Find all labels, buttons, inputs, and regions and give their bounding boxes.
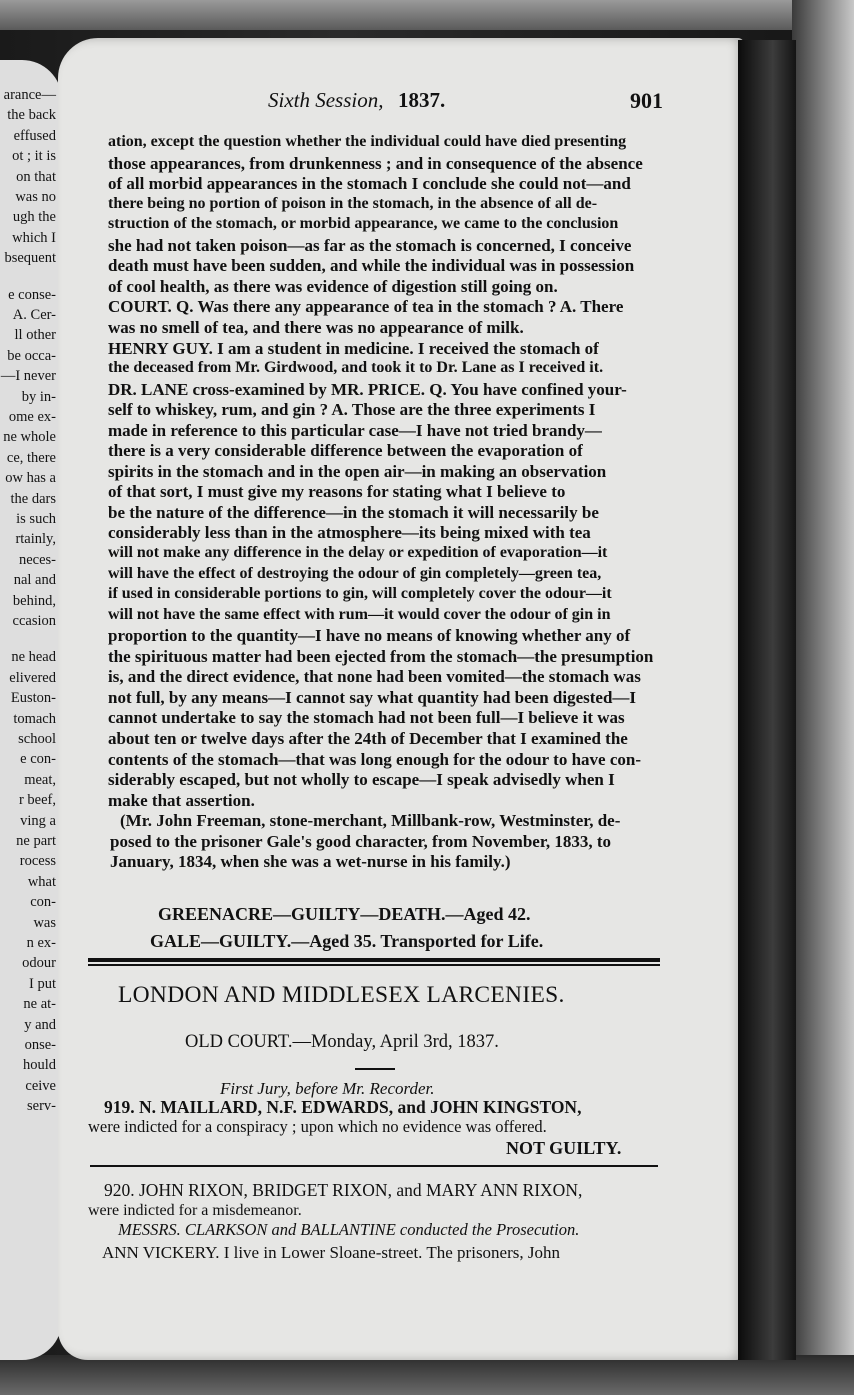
- body-line: cannot undertake to say the stomach had not been full—I believe it was: [108, 708, 625, 728]
- left-page-fragment: e con-: [20, 751, 56, 768]
- left-page-fragment: was: [33, 914, 56, 931]
- body-line: spirits in the stomach and in the open air—in making an observation: [108, 461, 607, 481]
- body-line: posed to the prisoner Gale's good character, from November, 1833, to: [110, 831, 611, 851]
- left-page-fragment: school: [18, 731, 56, 747]
- short-rule: [355, 1068, 395, 1070]
- left-page-fragment: y and: [24, 1016, 56, 1033]
- left-page-fragment: ne whole: [3, 429, 56, 446]
- running-head-year: 1837.: [398, 88, 446, 112]
- page-number: 901: [630, 88, 663, 113]
- left-page-fragment: neces-: [18, 551, 56, 568]
- jury-line: First Jury, before Mr. Recorder.: [220, 1079, 435, 1098]
- body-line: struction of the stomach, or morbid appearance, we came to the conclusion: [108, 215, 619, 233]
- body-line: contents of the stomach—that was long enough for the odour to have con-: [108, 749, 641, 769]
- left-page-fragment: Euston-: [10, 690, 56, 707]
- running-head-session: Sixth Session,: [268, 88, 384, 112]
- left-page-fragment: meat,: [24, 771, 56, 788]
- case-919-verdict: NOT GUILTY.: [506, 1138, 622, 1158]
- right-edge: [792, 0, 854, 1395]
- body-line: there being no portion of poison in the stomach, in the absence of all de-: [108, 194, 598, 212]
- left-page-fragment: ot ; it is: [12, 148, 56, 165]
- body-line: of all morbid appearances in the stomach I conclude she could not—and: [108, 174, 631, 194]
- case-920-charge: were indicted for a misdemeanor.: [88, 1202, 302, 1219]
- double-rule-top: [88, 958, 660, 962]
- body-line: ation, except the question whether the individual could have died presenting: [108, 133, 627, 150]
- body-line: death must have been sudden, and while the individual was in possession: [108, 256, 635, 276]
- left-page-fragment: e conse-: [8, 286, 56, 303]
- book-spine: [738, 40, 796, 1360]
- body-line: about ten or twelve days after the 24th of December that I examined the: [108, 728, 628, 748]
- body-line: will not have the same effect with rum—it would cover the odour of gin in: [108, 605, 611, 623]
- body-line: (Mr. John Freeman, stone-merchant, Millbank-row, Westminster, de-: [120, 811, 621, 831]
- left-page-fragment: hould: [22, 1057, 56, 1074]
- case-920-counsel: MESSRS. CLARKSON and BALLANTINE conducted the Prosecution.: [118, 1220, 580, 1239]
- left-page-fragment: rocess: [19, 853, 56, 870]
- left-page-fragment: ne head: [11, 649, 56, 666]
- left-page-fragment: effused: [13, 127, 56, 144]
- left-page-fragment: on that: [16, 168, 56, 185]
- left-page-fragment: ne part: [16, 833, 56, 849]
- left-page-fragment: rtainly,: [15, 531, 56, 548]
- body-line: be the nature of the difference—in the stomach it will necessarily be: [108, 502, 599, 522]
- left-page-fragment: nal and: [13, 572, 56, 589]
- left-page-fragment: ow has a: [5, 470, 56, 487]
- left-page-edge: [0, 60, 62, 1360]
- left-page-fragment: r beef,: [18, 792, 56, 809]
- body-line: was no smell of tea, and there was no appearance of milk.: [108, 317, 524, 337]
- body-line: DR. LANE cross-examined by MR. PRICE. Q. You have confined your-: [108, 379, 627, 399]
- left-page-fragment: by in-: [21, 388, 56, 405]
- left-page-fragment: the back: [7, 107, 56, 124]
- body-line: she had not taken poison—as far as the stomach is concerned, I conceive: [108, 235, 632, 255]
- left-page-fragment: con-: [30, 894, 56, 911]
- body-line: if used in considerable portions to gin, will completely cover the odour—it: [108, 585, 612, 603]
- case-920-witness: ANN VICKERY. I live in Lower Sloane-street. The prisoners, John: [102, 1243, 560, 1262]
- body-line: HENRY GUY. I am a student in medicine. I received the stomach of: [108, 338, 599, 358]
- body-line: siderably escaped, but not wholly to escape—I speak advisedly when I: [108, 770, 615, 790]
- bottom-edge: [0, 1355, 854, 1395]
- body-line: there is a very considerable difference between the evaporation of: [108, 441, 583, 461]
- left-page-fragment: ceive: [25, 1077, 56, 1094]
- body-line: of that sort, I must give my reasons for stating what I believe to: [108, 482, 566, 502]
- body-line: the deceased from Mr. Girdwood, and took it to Dr. Lane as I received it.: [108, 359, 604, 377]
- left-page-fragment: I put: [29, 975, 56, 992]
- left-page-fragment: the dars: [10, 490, 56, 507]
- case-920-title: 920. JOHN RIXON, BRIDGET RIXON, and MARY ANN RIXON,: [104, 1180, 583, 1200]
- body-line: January, 1834, when she was a wet-nurse in his family.): [110, 852, 511, 872]
- double-rule-bottom: [88, 964, 660, 966]
- body-line: not full, by any means—I cannot say what quantity had been digested—I: [108, 687, 637, 707]
- case-divider: [90, 1165, 658, 1167]
- left-page-fragment: bsequent: [4, 250, 56, 267]
- left-page-fragment: behind,: [12, 592, 56, 609]
- top-edge: [0, 0, 854, 30]
- left-page-fragment: was no: [15, 189, 56, 205]
- left-page-fragment: ving a: [20, 812, 56, 829]
- section-heading: LONDON AND MIDDLESEX LARCENIES.: [118, 982, 565, 1008]
- body-line: is, and the direct evidence, that none had been vomited—the stomach was: [108, 667, 641, 687]
- left-page-fragment: onse-: [24, 1037, 56, 1053]
- case-919-title: 919. N. MAILLARD, N.F. EDWARDS, and JOHN KINGSTON,: [104, 1097, 582, 1117]
- left-page-fragment: odour: [22, 955, 56, 972]
- left-page-fragment: ce, there: [6, 449, 56, 466]
- left-page-fragment: be occa-: [7, 347, 56, 364]
- verdict-gale: GALE—GUILTY.—Aged 35. Transported for Life.: [150, 931, 544, 951]
- left-page-fragment: elivered: [9, 669, 56, 686]
- body-line: made in reference to this particular case—I have not tried brandy—: [108, 420, 602, 440]
- left-page-fragment: arance—: [3, 87, 56, 103]
- left-page-fragment: is such: [16, 511, 56, 527]
- case-919-charge: were indicted for a conspiracy ; upon which no evidence was offered.: [88, 1117, 547, 1136]
- body-line: self to whiskey, rum, and gin ? A. Those are the three experiments I: [108, 400, 596, 420]
- left-page-fragment: serv-: [27, 1098, 56, 1115]
- left-page-fragment: which I: [12, 229, 56, 246]
- left-page-fragment: n ex-: [26, 935, 56, 951]
- left-page-fragment: ugh the: [12, 209, 56, 226]
- body-line: make that assertion.: [108, 790, 255, 810]
- left-page-fragment: A. Cer-: [12, 307, 56, 323]
- body-line: will have the effect of destroying the odour of gin completely—green tea,: [108, 564, 602, 582]
- body-line: those appearances, from drunkenness ; and in consequence of the absence: [108, 153, 643, 173]
- body-line: of cool health, as there was evidence of digestion still going on.: [108, 276, 558, 296]
- left-page-fragment: what: [27, 873, 56, 890]
- left-page-fragment: ll other: [14, 327, 56, 344]
- left-page-fragment: ccasion: [12, 613, 56, 629]
- body-line: proportion to the quantity—I have no means of knowing whether any of: [108, 626, 631, 646]
- court-line: OLD COURT.—Monday, April 3rd, 1837.: [185, 1032, 499, 1052]
- body-line: considerably less than in the atmosphere—its being mixed with tea: [108, 523, 591, 543]
- verdict-greenacre: GREENACRE—GUILTY—DEATH.—Aged 42.: [158, 904, 531, 924]
- body-line: COURT. Q. Was there any appearance of tea in the stomach ? A. There: [108, 297, 624, 317]
- left-page-fragment: ne at-: [23, 996, 56, 1013]
- left-page-fragment: —I never: [0, 368, 56, 385]
- body-line: the spirituous matter had been ejected from the stomach—the presumption: [108, 646, 654, 666]
- left-page-fragment: tomach: [13, 710, 56, 727]
- body-line: will not make any difference in the delay or expedition of evaporation—it: [108, 544, 608, 561]
- left-page-fragment: ome ex-: [8, 409, 56, 425]
